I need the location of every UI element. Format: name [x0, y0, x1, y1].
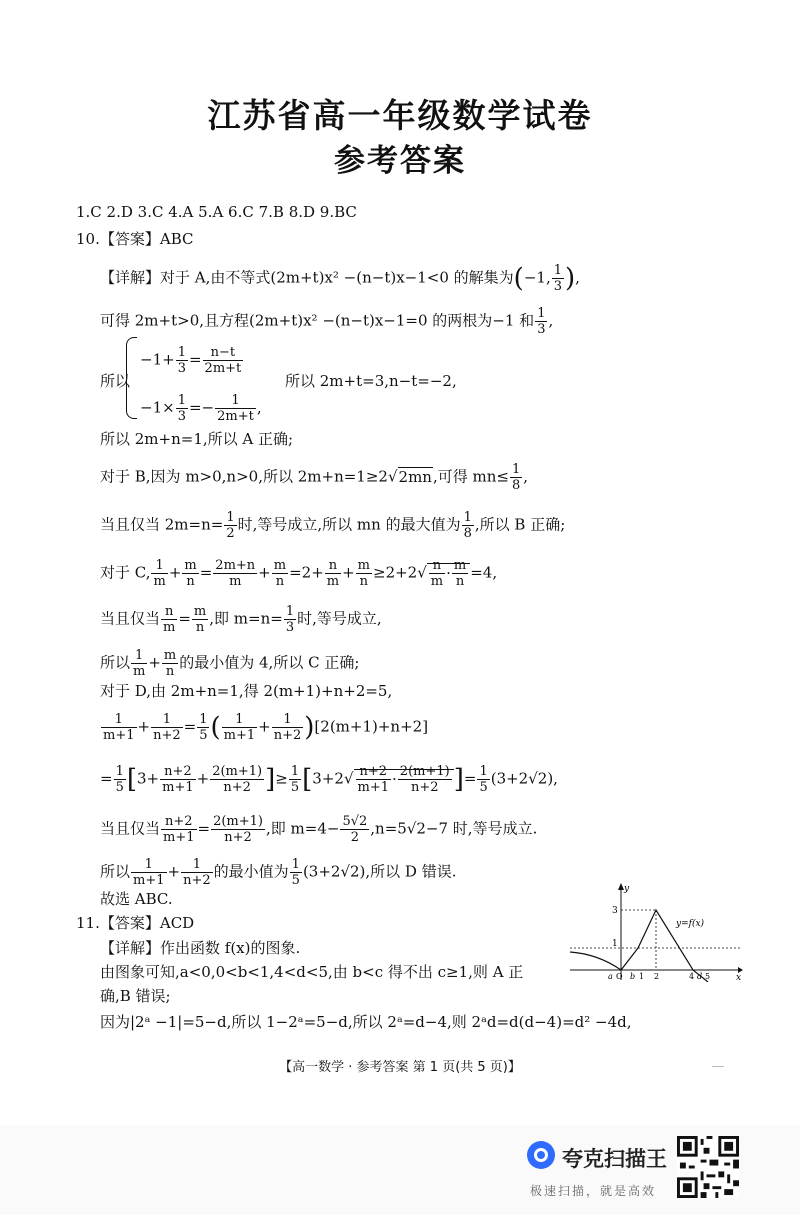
q11-line-4: 因为|2ᵃ −1|=5−d,所以 1−2ᵃ=5−d,所以 2ᵃ=d−4,则 2ᵃd=d(d−4)=d² −4d,	[100, 1013, 632, 1031]
brand-slogan: 极速扫描，就是高效	[530, 1184, 657, 1198]
q10-system-eq-1: −1+ $\frac{1}{3}$ = $\frac{n-t}{2m+t}$	[140, 345, 242, 376]
system-brace	[126, 337, 137, 419]
q10-line-8: 当且仅当 $\frac{n}{m}$ = $\frac{m}{n}$ ,即 m=n= $\frac{1}{3}$ 时,等号成立,	[100, 604, 382, 635]
y-tick-1: 1	[612, 939, 618, 949]
q10-system-label: 所以	[100, 372, 131, 390]
q10-line-7: 对于 C, $\frac{1}{m}$ + $\frac{m}{n}$ = $\frac{2m+n}{m}$ + $\frac{m}{n}$ =2+ $\frac{n}{m}$ + $\frac{m}{n}$ ≥2+2√ $\frac{n}{m}$ · $\frac{m}{n}$ =4,	[100, 558, 498, 589]
page-footer: 【高一数学 · 参考答案 第 1 页(共 5 页)】	[279, 1060, 521, 1075]
answers-line: 1.C 2.D 3.C 4.A 5.A 6.C 7.B 8.D 9.BC	[76, 203, 357, 221]
q10-system-result: 所以 2m+t=3,n−t=−2,	[285, 372, 457, 390]
scan-mark	[712, 1066, 724, 1067]
q10-answer-head: 10.【答案】ABC	[76, 230, 194, 248]
q11-answer-head: 11.【答案】ACD	[76, 914, 195, 932]
q11-line-2: 由图象可知,a<0,0<b<1,4<d<5,由 b<c 得不出 c≥1,则 A 正	[100, 963, 524, 981]
q10-line-2: 可得 2m+t>0,且方程(2m+t)x² −(n−t)x−1=0 的两根为−1 和 $\frac{1}{3}$ ,	[100, 306, 554, 337]
tick-5: 5	[705, 972, 711, 981]
tick-b: b	[630, 972, 636, 981]
q10-system-eq-2: −1× $\frac{1}{3}$ =− $\frac{1}{2m+t}$ ,	[140, 393, 262, 424]
q10-line-10: 对于 D,由 2m+n=1,得 2(m+1)+n+2=5,	[100, 682, 393, 700]
function-graph	[568, 882, 743, 982]
tick-a: a	[608, 972, 613, 981]
page-subtitle: 参考答案	[334, 143, 466, 179]
page-title: 江苏省高一年级数学试卷	[207, 96, 593, 135]
y-tick-3: 3	[612, 906, 618, 916]
q10-line-4: 所以 2m+n=1,所以 A 正确;	[100, 430, 294, 448]
q10-line-1: 【详解】对于 A,由不等式(2m+t)x² −(n−t)x−1<0 的解集为(−1, $\frac{1}{3}$ ),	[100, 263, 580, 294]
q10-line-11: $\frac{1}{m+1}$ + $\frac{1}{n+2}$ = $\frac{1}{5}$ ( $\frac{1}{m+1}$ + $\frac{1}{n+2}$ )[2(m+1)+n+2]	[103, 712, 429, 743]
q10-line-15: 故选 ABC.	[100, 890, 173, 908]
qr-code-icon[interactable]	[677, 1136, 739, 1198]
quark-logo-icon	[527, 1141, 555, 1169]
tick-4: 4	[689, 972, 695, 981]
tick-1: 1	[639, 972, 645, 981]
q10-line-6: 当且仅当 2m=n= $\frac{1}{2}$ 时,等号成立,所以 mn 的最大值为 $\frac{1}{8}$ ,所以 B 正确;	[100, 510, 566, 541]
q11-line-3: 确,B 错误;	[100, 987, 171, 1005]
fraction: $\frac{1}{3}$	[537, 306, 546, 337]
tick-2: 2	[654, 972, 660, 981]
tick-origin: O	[616, 972, 623, 981]
fraction: $\frac{1}{3}$	[553, 263, 562, 294]
q10-line-5: 对于 B,因为 m>0,n>0,所以 2m+n=1≥2√2mn,可得 mn≤ $\frac{1}{8}$ ,	[100, 462, 529, 493]
x-axis-label: x	[736, 973, 742, 982]
q10-line-9: 所以 $\frac{1}{m}$ + $\frac{m}{n}$ 的最小值为 4,所以 C 正确;	[100, 648, 360, 679]
q11-line-1: 【详解】作出函数 f(x)的图象.	[100, 939, 301, 957]
y-axis-label: y	[624, 884, 630, 894]
q10-line-14: 所以 $\frac{1}{m+1}$ + $\frac{1}{n+2}$ 的最小值为 $\frac{1}{5}$ (3+2√2),所以 D 错误.	[100, 857, 457, 888]
brand-name: 夸克扫描王	[562, 1147, 667, 1171]
curve-label: y=f(x)	[676, 919, 705, 929]
q10-line-12: = $\frac{1}{5}$ [3+ $\frac{n+2}{m+1}$ + $\frac{2(m+1)}{n+2}$ ]≥ $\frac{1}{5}$ [3+2√ $\frac{n+2}{m+1}$ · $\frac{2(m+1)}{n+2}$ ]= $\frac{1}{5}$ (3+2√2),	[100, 764, 558, 795]
tick-d: d	[697, 972, 703, 981]
q10-line-13: 当且仅当 $\frac{n+2}{m+1}$ = $\frac{2(m+1)}{n+2}$ ,即 m=4− $\frac{5√2}{2}$ ,n=5√2−7 时,等号成立.	[100, 814, 538, 845]
